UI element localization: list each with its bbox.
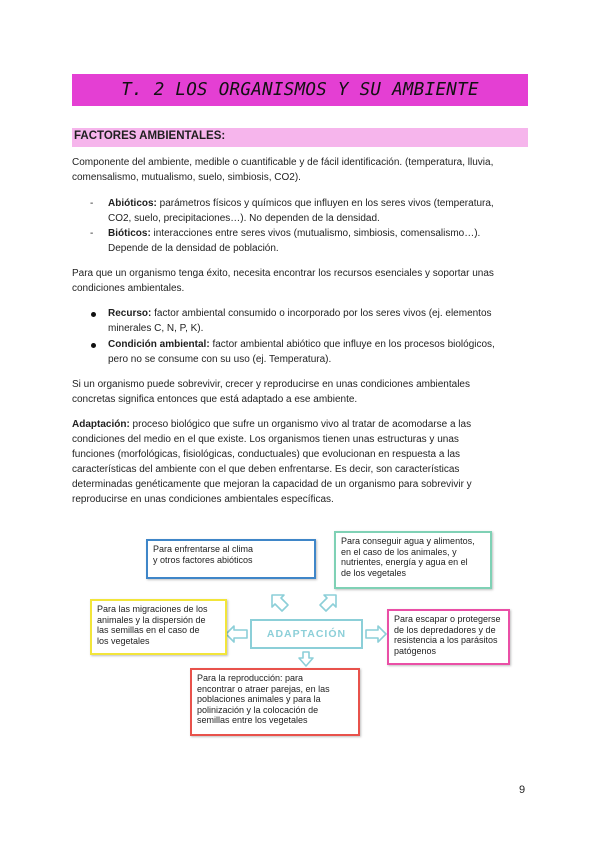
adaptation-line-1 <box>72 418 471 433</box>
arrow-up-left-icon <box>272 595 288 611</box>
list-marker: - <box>90 198 94 209</box>
survival-line-2: concretas significa entonces que está adaptado a ese ambiente. <box>72 394 358 405</box>
reproduction-line-3: poblaciones animales y para la <box>197 694 321 705</box>
arrow-right-icon <box>366 626 386 642</box>
water-line-3: nutrientes, energía y agua en el <box>341 557 468 568</box>
title-banner <box>72 74 528 106</box>
water-line-4: de los vegetales <box>341 567 407 578</box>
adaptation-line-3: funciones (morfológicas, fisiológicas, conductuales) que evolucionan en respuesta a las <box>72 449 461 460</box>
arrow-left-icon <box>226 626 247 642</box>
water-line-2: en el caso de los animales, y <box>341 546 457 557</box>
bullet-dot <box>91 312 96 317</box>
predators-line-2: de los depredadores y de <box>394 624 496 635</box>
term-bioticos: Bióticos: <box>108 228 151 239</box>
survival-line-1: Si un organismo puede sobrevivir, crecer y reproducirse en unas condiciones ambientales <box>72 379 470 390</box>
section-banner <box>72 128 528 147</box>
page-number: 9 <box>519 784 526 796</box>
adaptation-line-4: características del ambiente con el que deben enfrentarse. Es decir, son características <box>72 464 460 475</box>
reproduction-line-1: Para la reproducción: para <box>197 673 304 683</box>
migration-box <box>90 599 227 655</box>
reproduction-box <box>190 668 360 736</box>
term-abioticos: Abióticos: <box>108 198 157 209</box>
adaptation-line-5: determinadas genéticamente que mejoran la capacidad de un organismo para sobrevivir y <box>72 479 472 490</box>
predators-line-4: patógenos <box>394 645 437 656</box>
migration-line-1: Para las migraciones de los <box>97 604 208 614</box>
success-line-1: Para que un organismo tenga éxito, necesita encontrar los recursos esenciales y soportar unas <box>72 268 494 279</box>
predators-box <box>387 609 510 665</box>
term-recurso: Recurso: <box>108 308 152 319</box>
predators-line-3: resistencia a los parásitos <box>394 635 498 646</box>
water-box <box>334 531 492 589</box>
climate-line-1: Para enfrentarse al clima <box>153 544 254 554</box>
arrow-down-icon <box>299 652 313 666</box>
list-item-recurso <box>108 307 492 322</box>
term-condicion: Condición ambiental: <box>108 339 210 350</box>
migration-line-4: los vegetales <box>97 635 150 646</box>
success-line-2: condiciones ambientales. <box>72 283 185 294</box>
condicion-text-1: factor ambiental abiótico que influye en los procesos biológicos, <box>209 339 495 350</box>
page-title: T. 2 LOS ORGANISMOS Y SU AMBIENTE <box>121 80 479 100</box>
adaptation-line-2: condiciones del medio en el que existe. Los organismos tienen unas estructuras y unas <box>72 434 459 445</box>
list-item-abioticos <box>108 197 494 212</box>
section-heading: FACTORES AMBIENTALES: <box>74 130 226 142</box>
reproduction-line-2: encontrar o atraer parejas, en las <box>197 683 330 694</box>
list-marker: - <box>90 228 94 239</box>
reproduction-line-5: semillas entre los vegetales <box>197 715 308 726</box>
intro-line-2: comensalismo, mutualismo, suelo, simbiosis, CO2). <box>72 172 301 183</box>
reproduction-line-4: polinización y la colocación de <box>197 704 319 715</box>
recurso-text-2: minerales C, N, P, K). <box>108 323 204 334</box>
recurso-text-1: factor ambiental consumido o incorporado por los seres vivos (ej. elementos <box>151 308 492 319</box>
abioticos-text-2: CO2, suelo, precipitaciones…). No dependen de la densidad. <box>108 213 380 224</box>
adaptation-center-box <box>250 619 363 649</box>
climate-line-2: y otros factores abióticos <box>153 554 253 565</box>
migration-line-3: las semillas en el caso de <box>97 625 200 636</box>
arrow-up-right-icon <box>320 595 336 611</box>
climate-box <box>146 539 316 579</box>
water-line-1: Para conseguir agua y alimentos, <box>341 536 475 546</box>
bullet-dot <box>91 343 96 348</box>
abioticos-text-1: parámetros físicos y químicos que influyen en los seres vivos (temperatura, <box>156 198 494 209</box>
list-item-condicion <box>108 338 495 353</box>
intro-line-1: Componente del ambiente, medible o cuantificable y de fácil identificación. (temperatura, lluvia, <box>72 157 494 168</box>
adaptation-diagram <box>90 527 510 749</box>
term-adaptacion: Adaptación: <box>72 419 130 430</box>
bioticos-text-2: Depende de la densidad de población. <box>108 243 279 254</box>
migration-line-2: animales y la dispersión de <box>97 614 206 625</box>
adaptation-center-label: ADAPTACIÓN <box>266 628 347 640</box>
list-item-bioticos <box>108 227 480 242</box>
predators-line-1: Para escapar o protegerse <box>394 614 501 624</box>
adaptation-line-6: reproducirse en unas condiciones ambientales específicas. <box>72 494 334 505</box>
condicion-text-2: pero no se consume con su uso (ej. Temperatura). <box>108 354 332 365</box>
adaptation-text-1: proceso biológico que sufre un organismo vivo al tratar de acomodarse a las <box>129 419 472 430</box>
bioticos-text-1: interacciones entre seres vivos (mutualismo, simbiosis, comensalismo…). <box>150 228 481 239</box>
